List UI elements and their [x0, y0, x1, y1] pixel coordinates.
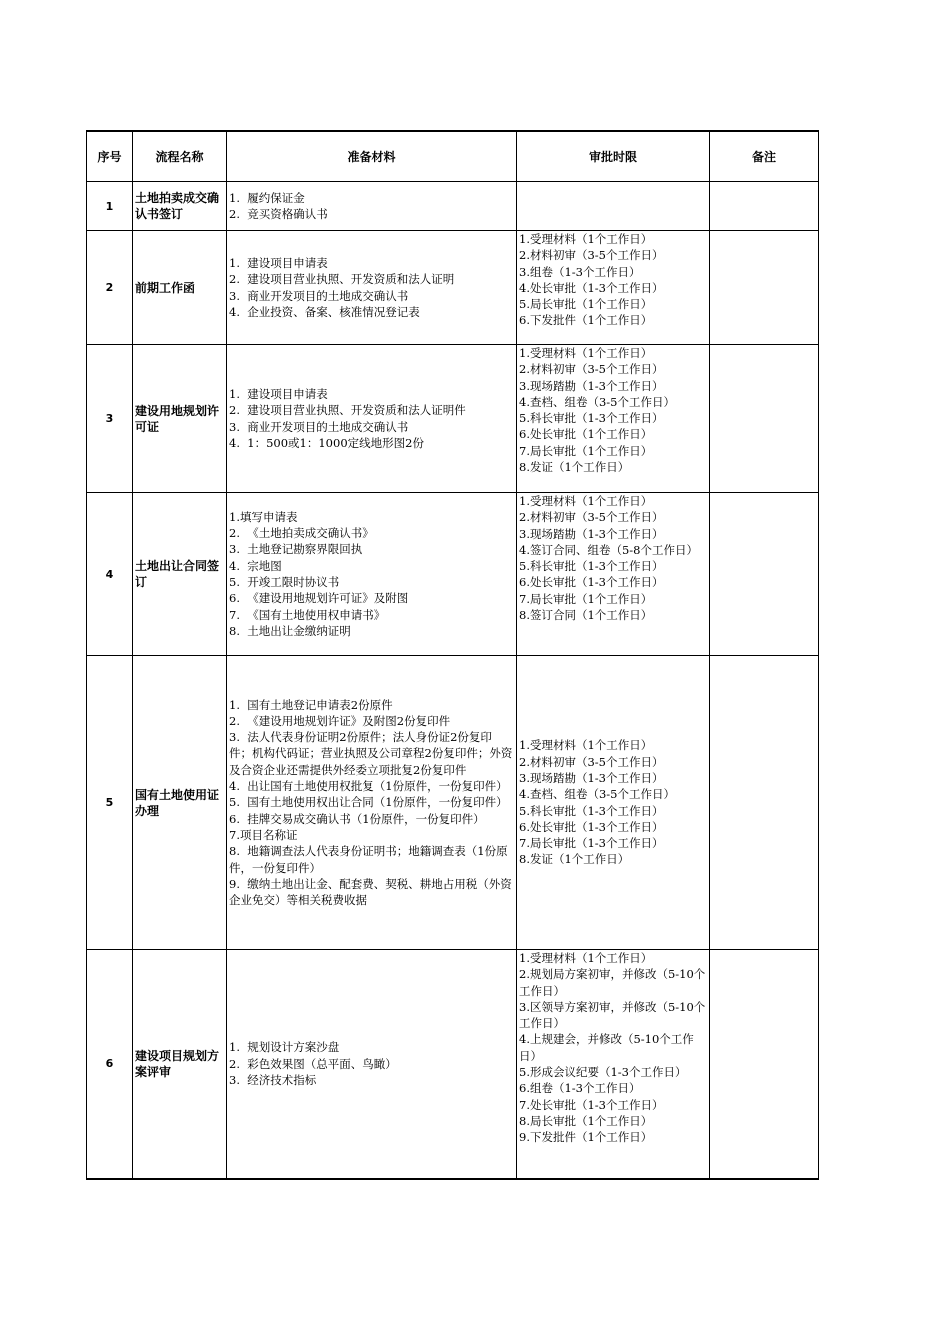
- table-row: [87, 656, 819, 950]
- row-note: [710, 950, 819, 1179]
- time-step: 4.处长审批（1-3个工作日）: [519, 280, 664, 295]
- material-item: 7.项目名称证: [229, 827, 298, 842]
- row-note: [710, 493, 819, 656]
- material-item: 5. 开竣工限时协议书: [229, 575, 340, 589]
- row-seq: 6: [87, 950, 133, 1179]
- table-row: [87, 493, 819, 656]
- material-item: 5. 国有土地使用权出让合同（1份原件，一份复印件）: [229, 795, 508, 810]
- material-item: 2. 彩色效果图（总平面、鸟瞰）: [229, 1056, 397, 1071]
- time-step: 1.受理材料（1个工作日）: [519, 494, 653, 508]
- material-item: 2. 建设项目营业执照、开发资质和法人证明: [229, 272, 455, 287]
- row-note: [710, 231, 819, 345]
- material-item: 7. 《国有土地使用权申请书》: [229, 607, 386, 622]
- time-step: 3.现场踏勘（1-3个工作日）: [519, 770, 664, 785]
- time-step: 6.处长审批（1-3个工作日）: [519, 575, 664, 590]
- material-item: 2. 《土地拍卖成交确认书》: [229, 526, 374, 541]
- time-step: 1.受理材料（1个工作日）: [519, 951, 653, 965]
- material-item: 3. 商业开发项目的土地成交确认书: [229, 288, 409, 303]
- process-table: [86, 130, 819, 1180]
- material-item: 4. 宗地图: [229, 558, 282, 573]
- row-process-name: 土地出让合同签订: [133, 493, 227, 656]
- time-step: 3.区领导方案初审，并修改（5-10个工作日）: [519, 999, 706, 1031]
- time-step: 2.规划局方案初审，并修改（5-10个工作日）: [519, 967, 706, 998]
- time-step: 4.签订合同、组卷（5-8个工作日） 5.科长审批（1-3个工作日）: [519, 542, 761, 574]
- time-step: 4.查档、组卷（3-5个工作日）: [519, 787, 675, 802]
- time-step: 5.局长审批（1个工作日）: [519, 297, 653, 312]
- time-step: 1.受理材料（1个工作日）: [519, 738, 653, 753]
- row-process-name: 建设项目规划方案评审: [133, 950, 227, 1179]
- material-item: 4. 企业投资、备案、核准情况登记表: [229, 304, 420, 319]
- time-step: 3.现场踏勘（1-3个工作日）: [519, 378, 664, 393]
- row-approval-time: [517, 950, 764, 1179]
- time-step: 4.查档、组卷（3-5个工作日）: [519, 394, 675, 409]
- material-item: 1. 国有土地登记申请表2份原件: [229, 697, 393, 712]
- row-process-name: 土地拍卖成交确认书签订: [133, 182, 227, 231]
- table-body: [87, 182, 819, 1179]
- row-note: [710, 656, 819, 950]
- header-time: 审批时限: [517, 131, 710, 182]
- row-process-name: 建设用地规划许可证: [133, 345, 227, 493]
- header-materials: 准备材料: [227, 131, 517, 182]
- time-step: 7.局长审批（1-3个工作日）: [519, 836, 664, 851]
- material-item: 8. 地籍调查法人代表身份证明书；地籍调查表（1份原件，一份复印件）: [229, 844, 508, 875]
- row-materials: [227, 656, 517, 950]
- row-seq: 4: [87, 493, 133, 656]
- time-step: 2.材料初审（3-5个工作日）: [519, 362, 664, 377]
- time-step: 8.签订合同（1个工作日）: [519, 608, 653, 623]
- time-step: 8.局长审批（1个工作日）: [519, 1113, 653, 1128]
- material-item: 3. 商业开发项目的土地成交确认书: [229, 419, 409, 434]
- time-step: 8.发证（1个工作日）: [519, 852, 630, 867]
- row-note: [710, 182, 819, 231]
- table-header-row: [87, 131, 819, 182]
- header-seq: 序号: [87, 131, 133, 182]
- time-step: 7.局长审批（1个工作日）: [519, 591, 653, 606]
- header-name: 流程名称: [133, 131, 227, 182]
- material-item: 2. 竞买资格确认书: [229, 207, 328, 221]
- material-item: 6. 挂牌交易成交确认书（1份原件，一份复印件）: [229, 811, 485, 826]
- time-step: 5.形成会议纪要（1-3个工作日） 6.组卷（1-3个工作日）: [519, 1065, 764, 1096]
- row-approval-time: [517, 656, 710, 950]
- time-step: 1.受理材料（1个工作日）: [519, 346, 653, 360]
- time-step: 3.现场踏勘（1-3个工作日）: [519, 526, 664, 541]
- row-seq: 5: [87, 656, 133, 950]
- header-note: 备注: [710, 131, 819, 182]
- material-item: 2. 建设项目营业执照、开发资质和法人证明件: [229, 403, 466, 418]
- material-item: 4. 1：500或1：1000定线地形图2份: [229, 435, 424, 450]
- material-item: 1. 建设项目申请表: [229, 255, 328, 270]
- time-step: 6.处长审批（1个工作日）: [519, 427, 653, 442]
- time-step: 6.处长审批（1-3个工作日）: [519, 819, 664, 834]
- time-step: 6.下发批件（1个工作日）: [519, 313, 653, 328]
- table-row: [87, 231, 819, 345]
- material-item: 9. 缴纳土地出让金、配套费、契税、耕地占用税（外资企业免交）等相关税费收据: [229, 876, 512, 908]
- time-step: 4.上规建会，并修改（5-10个工作日）: [519, 1032, 694, 1063]
- material-item: 1. 规划设计方案沙盘: [229, 1040, 340, 1055]
- material-item: 1.填写申请表: [229, 509, 298, 524]
- row-approval-time: [517, 182, 710, 231]
- time-step: 2.材料初审（3-5个工作日）: [519, 248, 664, 263]
- material-item: 4. 出让国有土地使用权批复（1份原件，一份复印件）: [229, 779, 508, 794]
- row-seq: 2: [87, 231, 133, 345]
- material-item: 3. 土地登记勘察界限回执: [229, 542, 363, 557]
- time-step: 8.发证（1个工作日）: [519, 460, 630, 475]
- row-approval-time: [517, 493, 761, 656]
- time-step: 1.受理材料（1个工作日）: [519, 232, 653, 246]
- row-approval-time: [517, 231, 710, 345]
- row-materials: [227, 182, 517, 231]
- material-item: 1. 建设项目申请表: [229, 386, 328, 401]
- time-step: 3.组卷（1-3个工作日）: [519, 264, 641, 279]
- row-materials: [227, 231, 517, 345]
- row-seq: 3: [87, 345, 133, 493]
- row-note: [710, 345, 819, 493]
- row-process-name: 国有土地使用证办理: [133, 656, 227, 950]
- material-item: 2. 《建设用地规划许证》及附图2份复印件: [229, 713, 451, 728]
- row-seq: 1: [87, 182, 133, 231]
- time-step: 5.科长审批（1-3个工作日）: [519, 803, 664, 818]
- material-item: 3. 经济技术指标: [229, 1072, 317, 1087]
- material-item: 8. 土地出让金缴纳证明: [229, 623, 351, 638]
- material-item: 3. 法人代表身份证明2份原件；法人身份证2份复印件；机构代码证；营业执照及公司章程2份复印件；外资及合资企业还需提供外经委立项批复2份复印件: [229, 730, 513, 777]
- time-step: 9.下发批件（1个工作日）: [519, 1130, 653, 1145]
- row-materials: [227, 493, 517, 656]
- time-step: 2.材料初审（3-5个工作日）: [519, 510, 664, 525]
- row-process-name: 前期工作函: [133, 231, 227, 345]
- material-item: 1. 履约保证金: [229, 190, 305, 205]
- table-row: [87, 950, 819, 1179]
- row-approval-time: [517, 345, 710, 493]
- time-step: 5.科长审批（1-3个工作日）: [519, 411, 664, 426]
- time-step: 2.材料初审（3-5个工作日）: [519, 754, 664, 769]
- table-row: [87, 182, 819, 231]
- row-materials: [227, 345, 517, 493]
- material-item: 6. 《建设用地规划许可证》及附图: [229, 591, 409, 606]
- time-step: 7.局长审批（1个工作日）: [519, 443, 653, 458]
- row-materials: [227, 950, 517, 1179]
- table-row: [87, 345, 819, 493]
- time-step: 7.处长审批（1-3个工作日）: [519, 1097, 664, 1112]
